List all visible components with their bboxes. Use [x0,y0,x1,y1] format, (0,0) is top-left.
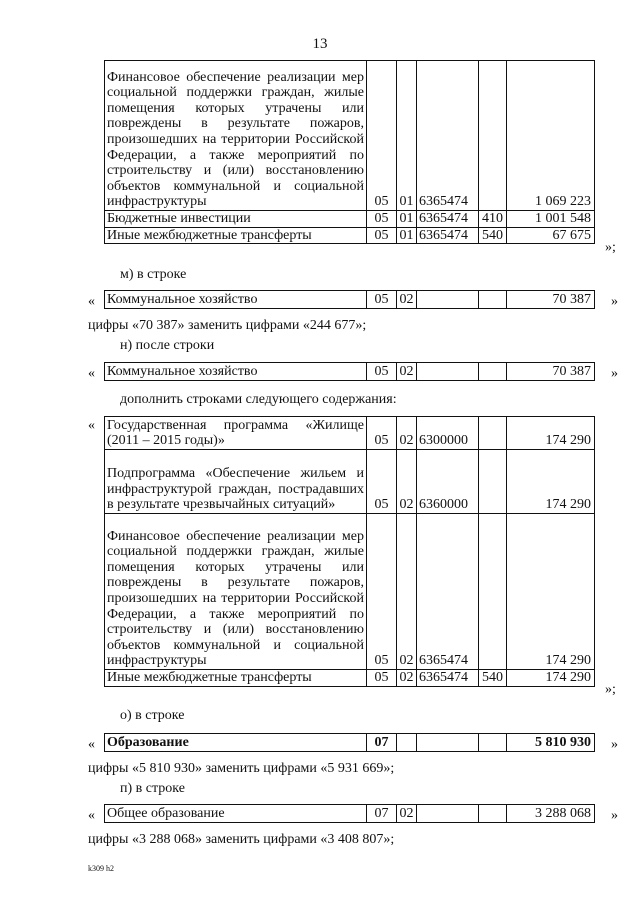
row-vr [479,417,507,450]
row-csr: 6300000 [417,417,479,450]
item-o: о) в строке [120,708,185,723]
row-pr: 01 [397,211,417,228]
row-rz: 05 [367,363,397,381]
row-sum: 67 675 [507,227,595,244]
row-csr [417,805,479,823]
closing-quote: » [611,808,618,823]
row-rz: 05 [367,211,397,228]
row-rz: 05 [367,227,397,244]
row-vr: 540 [479,227,507,244]
row-name: Иные межбюджетные трансферты [105,227,367,244]
table-row [105,805,595,823]
row-name: Финансовое обеспечение реализации мер социальной поддержки граждан, жилые помещения которых утрачены или повреждены в результате пожаров, произошедших на территории Российской Федерации, а также мероприятий по строительству и (или) восстановлению объектов коммунальной и социальной инфраструктуры [105,61,367,211]
row-name: Иные межбюджетные трансферты [105,670,367,687]
table-row [105,227,595,244]
row-m-table [104,290,595,309]
opening-quote: « [88,737,95,752]
row-sum: 1 069 223 [507,61,595,211]
row-csr [417,734,479,752]
row-p-table [104,804,595,823]
row-csr: 6365474 [417,61,479,211]
row-csr: 6360000 [417,450,479,514]
row-rz: 07 [367,734,397,752]
table-row [105,670,595,687]
table-row [105,514,595,670]
row-name: Общее образование [105,805,367,823]
row-pr: 02 [397,417,417,450]
row-n-table [104,362,595,381]
row-sum: 70 387 [507,363,595,381]
row-rz: 07 [367,805,397,823]
row-pr [397,734,417,752]
row-sum: 1 001 548 [507,211,595,228]
row-o-table [104,733,595,752]
row-pr: 02 [397,450,417,514]
row-name: Финансовое обеспечение реализации мер социальной поддержки граждан, жилые помещения которых утрачены или повреждены в результате пожаров, произошедших на территории Российской Федерации, а также мероприятий по строительству и (или) восстановлению объектов коммунальной и социальной инфраструктуры [105,514,367,670]
row-rz: 05 [367,417,397,450]
opening-quote: « [88,366,95,381]
closing-quote: »; [605,682,616,697]
row-name: Коммунальное хозяйство [105,291,367,309]
row-csr: 6365474 [417,227,479,244]
row-csr: 6365474 [417,514,479,670]
row-sum: 174 290 [507,514,595,670]
row-sum: 3 288 068 [507,805,595,823]
opening-quote: « [88,808,95,823]
row-vr: 410 [479,211,507,228]
row-vr [479,291,507,309]
row-name: Подпрограмма «Обеспечение жильем и инфраструктурой граждан, пострадавших в результате чрезвычайных ситуаций» [105,450,367,514]
row-pr: 02 [397,291,417,309]
row-rz: 05 [367,670,397,687]
row-rz: 05 [367,291,397,309]
table-row [105,450,595,514]
closing-quote: » [611,366,618,381]
closing-quote: »; [605,240,616,255]
row-sum: 174 290 [507,670,595,687]
replace-o: цифры «5 810 930» заменить цифрами «5 931 669»; [88,761,395,776]
table-row [105,61,595,211]
row-csr: 6365474 [417,211,479,228]
row-pr: 01 [397,61,417,211]
footer-code: k309 h2 [88,864,114,873]
row-vr: 540 [479,670,507,687]
budget-table-1 [104,60,595,244]
supplement-text: дополнить строками следующего содержания: [120,392,397,407]
row-sum: 70 387 [507,291,595,309]
table-row [105,363,595,381]
row-sum: 174 290 [507,450,595,514]
table-row [105,417,595,450]
row-sum: 174 290 [507,417,595,450]
row-csr [417,363,479,381]
row-rz: 05 [367,450,397,514]
row-csr [417,291,479,309]
row-pr: 02 [397,670,417,687]
row-sum: 5 810 930 [507,734,595,752]
item-n: н) после строки [120,338,215,353]
replace-p: цифры «3 288 068» заменить цифрами «3 408 807»; [88,832,395,847]
row-vr [479,363,507,381]
item-p: п) в строке [120,781,185,796]
row-vr [479,61,507,211]
table-row [105,734,595,752]
closing-quote: » [611,737,618,752]
row-csr: 6365474 [417,670,479,687]
item-m: м) в строке [120,267,187,282]
table-row [105,291,595,309]
budget-table-2 [104,416,595,687]
replace-m: цифры «70 387» заменить цифрами «244 677»; [88,318,367,333]
closing-quote: » [611,294,618,309]
row-name: Государственная программа «Жилище (2011 – 2015 годы)» [105,417,367,450]
row-vr [479,805,507,823]
row-vr [479,734,507,752]
opening-quote: « [88,418,95,433]
row-pr: 02 [397,805,417,823]
row-rz: 05 [367,61,397,211]
row-name: Коммунальное хозяйство [105,363,367,381]
row-pr: 02 [397,363,417,381]
row-rz: 05 [367,514,397,670]
row-pr: 01 [397,227,417,244]
row-pr: 02 [397,514,417,670]
page-number: 13 [312,36,328,52]
row-vr [479,514,507,670]
row-name: Образование [105,734,367,752]
row-vr [479,450,507,514]
row-name: Бюджетные инвестиции [105,211,367,228]
opening-quote: « [88,294,95,309]
table-row [105,211,595,228]
